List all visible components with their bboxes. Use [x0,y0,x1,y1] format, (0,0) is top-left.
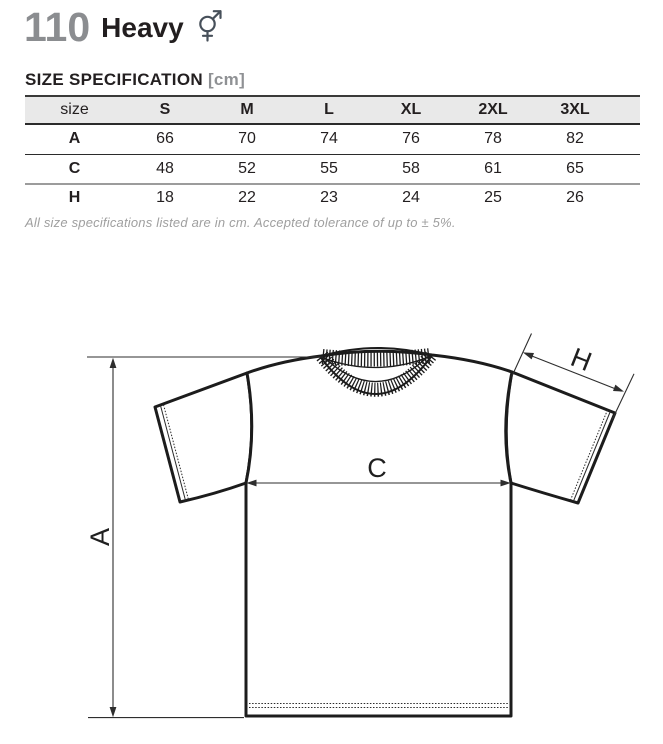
label-h: H [566,342,596,378]
column-header-3xl: 3XL [534,96,616,124]
column-header-l: L [288,96,370,124]
tolerance-footnote: All size specifications listed are in cm. Accepted tolerance of up to ± 5%. [25,215,456,230]
column-header-m: M [206,96,288,124]
value-h-m: 22 [238,188,256,206]
column-header-size: size [25,96,124,124]
value-c-2xl: 61 [452,154,534,184]
value-h-s: 18 [156,188,174,206]
row-label-a: A [25,124,124,154]
value-c-m: 52 [206,154,288,184]
value-a-s: 66 [124,124,206,154]
value-a-xl: 76 [370,124,452,154]
section-title-text: SIZE SPECIFICATION [25,70,203,89]
value-h-3xl: 26 [566,188,584,206]
column-header-2xl: 2XL [452,96,534,124]
value-c-3xl: 65 [534,154,616,184]
value-h-l: 23 [320,188,338,206]
column-header-s: S [124,96,206,124]
value-a-3xl: 82 [534,124,616,154]
product-number: 110 [24,4,91,50]
value-a-2xl: 78 [452,124,534,154]
value-h-2xl: 25 [484,188,502,206]
column-header-xl: XL [370,96,452,124]
unit-label: [cm] [207,70,246,89]
label-c: C [367,453,387,483]
row-label-c: C [25,154,124,184]
tshirt-body [246,351,512,716]
row-label-h: H [68,188,81,206]
product-name: Heavy [101,12,184,43]
value-c-l: 55 [288,154,370,184]
value-a-l: 74 [288,124,370,154]
label-a: A [85,527,115,547]
value-c-s: 48 [124,154,206,184]
value-h-xl: 24 [402,188,420,206]
value-c-xl: 58 [370,154,452,184]
value-a-m: 70 [206,124,288,154]
